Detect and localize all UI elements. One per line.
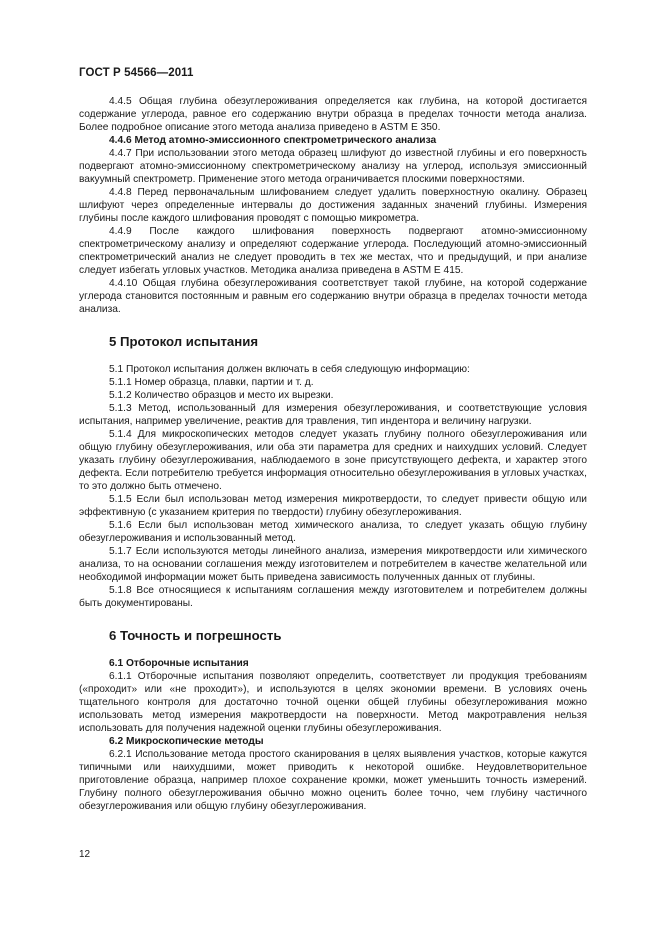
subheading-6-2: 6.2 Микроскопические методы	[109, 736, 264, 747]
paragraph-5-1-1: 5.1.1 Номер образца, плавки, партии и т. д.	[109, 377, 314, 388]
subheading-4-4-6: 4.4.6 Метод атомно-эмиссионного спектрометрического анализа	[109, 135, 437, 146]
paragraph-5-1-3: 5.1.3 Метод, использованный для измерения обезуглероживания, и соответствующие условия испытания, например увеличение, реактив для травления, тип индентора и величину нагрузки.	[79, 403, 587, 427]
paragraph-5-1-6: 5.1.6 Если был использован метод химического анализа, то следует указать общую глубину обезуглероживания и использованный метод.	[79, 520, 587, 544]
paragraph-5-1: 5.1 Протокол испытания должен включать в себя следующую информацию:	[109, 364, 470, 375]
paragraph-5-1-7: 5.1.7 Если используются методы линейного анализа, измерения микротвердости или химического анализа, то на основании соглашения между изготовителем и потребителем в качестве желательной или необходимой информации может быть приведена зависимость полученных данных от глубины.	[79, 546, 587, 583]
paragraph-6-1-1: 6.1.1 Отборочные испытания позволяют определить, соответствует ли продукция требованиям («проходит» или «не проходит»), и используются в целях экономии времени. В условиях очень тщательного контроля для достаточно точной оценки общей глубины обезуглероживания можно использовать метод измерения макротвердости на поверхности. Метод макротравления нельзя использовать для получения надежной оценки глубины обезуглероживания.	[79, 671, 587, 734]
paragraph-5-1-2: 5.1.2 Количество образцов и место их вырезки.	[109, 390, 334, 401]
paragraph-5-1-5: 5.1.5 Если был использован метод измерения микротвердости, то следует привести общую или эффективную (с указанием критерия по твердости) глубину обезуглероживания.	[79, 494, 587, 518]
paragraph-4-4-9: 4.4.9 После каждого шлифования поверхность подвергают атомно-эмиссионному спектрометрическому анализу и определяют содержание углерода. Последующий атомно-эмиссионный спектрометрический анализ не следует проводить в тех же местах, что и предыдущий, и при анализе следует избегать угловых участков. Методика анализа приведена в ASTM E 415.	[79, 226, 587, 276]
paragraph-4-4-7: 4.4.7 При использовании этого метода образец шлифуют до известной глубины и его поверхность подвергают атомно-эмиссионному спектрометрическому анализу на углерод, используя эмиссионный вакуумный спектрометр. Применение этого метода ограничивается плоскими поверхностями.	[79, 148, 587, 185]
page-content	[79, 95, 587, 813]
section-5-heading: 5 Протокол испытания	[109, 334, 259, 349]
section-6-heading: 6 Точность и погрешность	[109, 628, 282, 643]
paragraph-6-2-1: 6.2.1 Использование метода простого сканирования в целях выявления участков, которые кажутся типичными или наихудшими, может приводить к некоторой ошибке. Неудовлетворительное приготовление образца, например плохое сохранение кромки, может уменьшить точность измерений. Глубину полного обезуглероживания обычно можно оценить более точно, чем глубину частичного обезуглероживания или общую глубину обезуглероживания.	[79, 749, 587, 812]
standard-header: ГОСТ Р 54566—2011	[79, 67, 194, 79]
paragraph-5-1-8: 5.1.8 Все относящиеся к испытаниям соглашения между изготовителем и потребителем должны быть документированы.	[79, 585, 587, 609]
paragraph-5-1-4: 5.1.4 Для микроскопических методов следует указать глубину полного обезуглероживания или общую глубину обезуглероживания, или оба эти параметра для средних и наихудших условий. Следует указать глубину обезуглероживания, наблюдаемого в зоне присутствующего дефекта, и характер этого дефекта. Если потребителю требуется информация относительно обезуглероживания в угловых участках, то это должно быть отмечено.	[79, 429, 587, 492]
paragraph-4-4-8: 4.4.8 Перед первоначальным шлифованием следует удалить поверхностную окалину. Образец шлифуют через определенные интервалы до достижения заданных значений глубины. Измерения глубины после каждого шлифования проводят с помощью микрометра.	[79, 187, 587, 224]
page-number: 12	[79, 849, 91, 860]
paragraph-4-4-10: 4.4.10 Общая глубина обезуглероживания соответствует такой глубине, на которой содержание углерода становится постоянным и равным его содержанию внутри образца в пределах точности метода анализа.	[79, 278, 587, 315]
paragraph-4-4-5: 4.4.5 Общая глубина обезуглероживания определяется как глубина, на которой достигается содержание углерода, равное его содержанию внутри образца в пределах точности метода анализа. Более подробное описание этого метода анализа приведено в ASTM E 350.	[79, 96, 587, 133]
subheading-6-1: 6.1 Отборочные испытания	[109, 658, 249, 669]
